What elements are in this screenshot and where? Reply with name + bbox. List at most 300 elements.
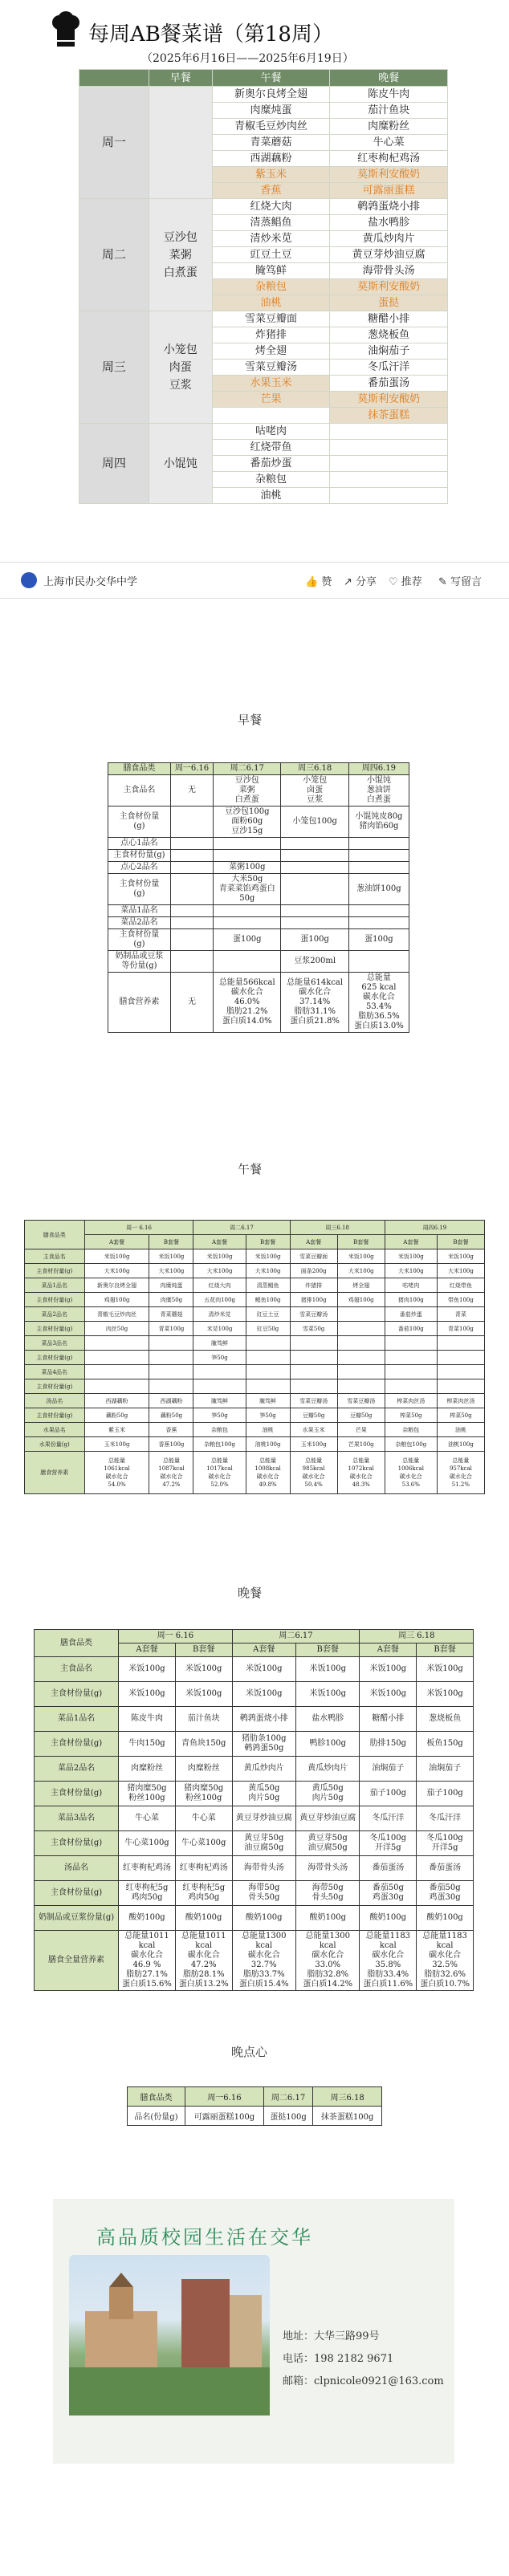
lunch-cell (437, 1379, 484, 1394)
lunch-cell: 紫玉米 (84, 1423, 149, 1437)
breakfast-cell (170, 917, 213, 929)
lunch-cell: 大米100g (437, 1264, 484, 1278)
table-row (108, 874, 409, 905)
breakfast-col-header: 周二6.17 (214, 763, 281, 775)
breakfast-cell (348, 850, 409, 862)
snack-col-header: 周一6.16 (185, 2087, 264, 2107)
breakfast-cell: 小笼包100g (281, 807, 348, 838)
snack-cell: 可露丽蛋糕100g (185, 2107, 264, 2126)
lunch-cell: 米苋100g (193, 1322, 246, 1336)
lunch-cell: 榨菜50g (437, 1408, 484, 1423)
lunch-cell: 总能量 957kcal 碳水化合 51.2% (437, 1452, 484, 1494)
table-row (25, 1264, 485, 1278)
dinner-cell: 总能量1011 kcal 碳水化合 46.9 % 脂肪27.1% 蛋白质15.6% (119, 1931, 176, 1991)
lunch-sub-header: A套餐 (193, 1235, 246, 1249)
lunch-cell: 水果玉米 (290, 1423, 337, 1437)
table-row (35, 1906, 474, 1931)
table-row (35, 1782, 474, 1806)
menu-dinner-item: 抹茶蛋糕 (330, 408, 448, 424)
thumb-up-icon: 👍 (305, 576, 319, 588)
breakfast-cell: 小笼包 卤蛋 豆浆 (281, 775, 348, 807)
breakfast-row-label: 主食材份量(g) (108, 850, 171, 862)
lunch-cell: 豆瓣50g (290, 1408, 337, 1423)
dinner-cell: 陈皮牛肉 (119, 1707, 176, 1732)
dinner-cell: 酸奶100g (417, 1906, 474, 1931)
menu-dinner-item: 鹌鹑蛋烧小排 (330, 199, 448, 215)
dinner-cell: 酸奶100g (232, 1906, 295, 1931)
lunch-cell: 榨菜50g (385, 1408, 437, 1423)
lunch-cell: 笋50g (193, 1408, 246, 1423)
table-row (108, 973, 409, 1033)
menu-header-blank (79, 70, 149, 87)
dinner-cell: 番茄50g 鸡蛋30g (417, 1881, 474, 1906)
dinner-cell: 板鱼150g (417, 1732, 474, 1757)
table-row (25, 1437, 485, 1452)
lunch-cell: 腌笃鲜 (193, 1336, 246, 1351)
lunch-cell: 猪排100g (290, 1293, 337, 1307)
breakfast-cell: 豆浆200ml (281, 951, 348, 973)
lunch-cell: 米饭100g (149, 1249, 193, 1264)
breakfast-row-label: 点心1品名 (108, 838, 171, 850)
page-title: 每周AB餐菜谱（第18周） (88, 22, 333, 47)
breakfast-heading: 早餐 (238, 713, 263, 727)
dinner-cell: 红枣枸杞鸡汤 (119, 1856, 176, 1881)
lunch-cell: 番茄炒蛋 (385, 1307, 437, 1322)
lunch-row-label: 主食材份量(g) (25, 1264, 85, 1278)
dinner-cell: 米饭100g (296, 1657, 360, 1682)
menu-lunch-item: 新奥尔良烤全翅 (212, 87, 330, 103)
breakfast-cell: 蛋100g (348, 929, 409, 951)
menu-row (79, 199, 448, 215)
lunch-cell: 大米100g (385, 1264, 437, 1278)
dinner-cell: 猪肋条100g 鹌鹑蛋50g (232, 1732, 295, 1757)
lunch-cell (84, 1351, 149, 1365)
snack-col-header: 周三6.18 (313, 2087, 382, 2107)
lunch-cell: 雪菜50g (290, 1322, 337, 1336)
lunch-cell: 油桃 (246, 1423, 290, 1437)
dinner-cell: 猪肉糜50g 粉丝100g (175, 1782, 232, 1806)
lunch-cell: 大米100g (84, 1264, 149, 1278)
lunch-sub-header: B套餐 (437, 1235, 484, 1249)
dinner-row-label: 膳食全量营养素 (35, 1931, 119, 1991)
lunch-cell (437, 1365, 484, 1379)
breakfast-row-label: 主食材份量 (g) (108, 929, 171, 951)
breakfast-cell (348, 917, 409, 929)
menu-lunch-item: 咕咾肉 (212, 424, 330, 440)
table-row (108, 807, 409, 838)
lunch-sub-header: B套餐 (149, 1235, 193, 1249)
menu-lunch-item: 红烧大肉 (212, 199, 330, 215)
lunch-cell: 红烧大肉 (193, 1278, 246, 1293)
dinner-sub-header: A套餐 (119, 1644, 176, 1657)
lunch-cell: 玉米100g (84, 1437, 149, 1452)
dinner-cell: 青鱼块150g (175, 1732, 232, 1757)
lunch-day-header: 周一 6.16 (84, 1221, 193, 1235)
lunch-cell: 米饭100g (437, 1249, 484, 1264)
table-row (25, 1423, 485, 1437)
lunch-cell (385, 1351, 437, 1365)
campus-photo (69, 2255, 270, 2416)
lunch-cell: 米饭100g (193, 1249, 246, 1264)
breakfast-cell (170, 951, 213, 973)
breakfast-cell: 蛋100g (214, 929, 281, 951)
table-row (25, 1351, 485, 1365)
lunch-cell: 香蕉100g (149, 1437, 193, 1452)
lunch-row-label: 菜品1品名 (25, 1278, 85, 1293)
comment-icon: ✎ (438, 576, 447, 588)
lunch-cell: 腌笃鲜 (193, 1394, 246, 1408)
dinner-cell: 牛心菜 (175, 1806, 232, 1831)
dinner-cell: 米饭100g (175, 1682, 232, 1707)
lunch-cell (246, 1351, 290, 1365)
menu-lunch-item: 杂粮包 (212, 279, 330, 295)
menu-day-1: 周二 (79, 199, 149, 311)
weekly-menu-section (0, 0, 509, 642)
breakfast-cell (281, 850, 348, 862)
lunch-cell (149, 1351, 193, 1365)
menu-dinner-item (330, 456, 448, 472)
dinner-sub-header: B套餐 (296, 1644, 360, 1657)
breakfast-row-label: 菜品2品名 (108, 917, 171, 929)
lunch-cell: 豇豆土豆 (246, 1307, 290, 1322)
menu-lunch-item: 西湖藕粉 (212, 151, 330, 167)
table-row (35, 1657, 474, 1682)
lunch-cell: 炸猪排 (290, 1278, 337, 1293)
lunch-cell: 油桃100g (246, 1437, 290, 1452)
breakfast-table (108, 762, 409, 1033)
dinner-cell: 葱烧板鱼 (417, 1707, 474, 1732)
lunch-cell (385, 1365, 437, 1379)
share-button[interactable]: ↗ 分享 (344, 576, 377, 588)
lunch-cell: 大米100g (337, 1264, 385, 1278)
lunch-cell: 玉米100g (290, 1437, 337, 1452)
breakfast-cell (348, 862, 409, 874)
lunch-cell: 清炒米苋 (193, 1307, 246, 1322)
table-row (25, 1322, 485, 1336)
table-row (25, 1394, 485, 1408)
dinner-row-label: 汤品名 (35, 1856, 119, 1881)
breakfast-cell (281, 905, 348, 917)
breakfast-cell (170, 862, 213, 874)
account-logo-icon[interactable] (21, 572, 37, 588)
dinner-day-header: 周二6.17 (232, 1630, 360, 1644)
dinner-cell: 酸奶100g (119, 1906, 176, 1931)
lunch-cell: 猪肉100g (385, 1293, 437, 1307)
dinner-sub-header: A套餐 (232, 1644, 295, 1657)
breakfast-cell: 总能量614kcal 碳水化合 37.14% 脂肪31.1% 蛋白质21.8% (281, 973, 348, 1033)
lunch-cell: 杂粮包100g (385, 1437, 437, 1452)
lunch-cell (149, 1365, 193, 1379)
menu-dinner-item (330, 488, 448, 504)
menu-dinner-item: 盐水鸭胗 (330, 215, 448, 231)
recommend-button[interactable]: ♡ 推荐 (389, 576, 422, 588)
lunch-cell: 总能量 1008kcal 碳水化合 49.8% (246, 1452, 290, 1494)
menu-dinner-item: 海带骨头汤 (330, 263, 448, 279)
lunch-row-label: 主食材份量(g) (25, 1408, 85, 1423)
lunch-cell: 笋50g (193, 1351, 246, 1365)
breakfast-cell (214, 850, 281, 862)
dinner-cell: 黄瓜炒肉片 (232, 1757, 295, 1782)
lunch-cell (246, 1365, 290, 1379)
lunch-cell: 红烧带鱼 (437, 1278, 484, 1293)
lunch-cell: 米饭100g (84, 1249, 149, 1264)
table-row (35, 1757, 474, 1782)
dinner-cell: 黄瓜50g 肉片50g (296, 1782, 360, 1806)
dinner-row-label: 主食材份量(g) (35, 1732, 119, 1757)
lunch-cell: 肉糜炖蛋 (149, 1278, 193, 1293)
lunch-sub-header: B套餐 (337, 1235, 385, 1249)
banner-slogan: 高品质校园生活在交华 (96, 2226, 313, 2249)
dinner-cell: 油焖茄子 (360, 1757, 417, 1782)
dinner-row-label: 主食材份量(g) (35, 1881, 119, 1906)
menu-lunch-item: 腌笃鲜 (212, 263, 330, 279)
breakfast-cell (170, 905, 213, 917)
lunch-cell (246, 1379, 290, 1394)
lunch-cell: 油桃100g (437, 1437, 484, 1452)
lunch-cell: 杂粮包 (385, 1423, 437, 1437)
dinner-row-label: 主食材份量(g) (35, 1782, 119, 1806)
dinner-heading: 晚餐 (238, 1586, 263, 1600)
dinner-cell: 海带50g 骨头50g (232, 1881, 295, 1906)
menu-dinner-item: 莫斯利安酸奶 (330, 167, 448, 183)
dinner-cell: 牛心菜100g (119, 1831, 176, 1856)
menu-dinner-item: 黄瓜炒肉片 (330, 231, 448, 247)
breakfast-cell (281, 862, 348, 874)
lunch-cell: 豆瓣50g (337, 1408, 385, 1423)
breakfast-cell (170, 929, 213, 951)
date-range: （2025年6月16日——2025年6月19日） (141, 52, 354, 65)
lunch-cell: 西湖藕粉 (84, 1394, 149, 1408)
snack-col-header: 周二6.17 (263, 2087, 312, 2107)
lunch-sub-header: A套餐 (385, 1235, 437, 1249)
dinner-cell: 米饭100g (296, 1682, 360, 1707)
lunch-cell: 豇豆50g (246, 1322, 290, 1336)
dinner-cell: 肋排150g (360, 1732, 417, 1757)
lunch-cell: 杂粮包100g (193, 1437, 246, 1452)
breakfast-cell (348, 838, 409, 850)
table-row (108, 862, 409, 874)
dinner-cell: 黄豆芽炒油豆腐 (296, 1806, 360, 1831)
dinner-cell: 肉糜粉丝 (119, 1757, 176, 1782)
table-row (108, 951, 409, 973)
lunch-cell: 笋50g (246, 1408, 290, 1423)
lunch-cell (290, 1379, 337, 1394)
lunch-day-header: 周四6.19 (385, 1221, 484, 1235)
dinner-cell: 酸奶100g (360, 1906, 417, 1931)
lunch-cell: 榨菜肉丝汤 (385, 1394, 437, 1408)
table-row (25, 1307, 485, 1322)
table-row (128, 2107, 382, 2126)
weekly-menu-table (79, 69, 448, 504)
banner-email[interactable]: 邮箱：clpnicole0921@163.com (283, 2375, 444, 2387)
lunch-cell: 油桃 (437, 1423, 484, 1437)
lunch-cell: 米饭100g (246, 1249, 290, 1264)
dinner-cell: 米饭100g (119, 1682, 176, 1707)
dinner-cell: 茄子100g (417, 1782, 474, 1806)
lunch-cell: 鲳鱼100g (246, 1293, 290, 1307)
breakfast-cell (214, 917, 281, 929)
share-icon: ↗ (344, 576, 352, 588)
dinner-cell: 总能量1300 kcal 碳水化合 32.7% 脂肪33.7% 蛋白质15.4% (232, 1931, 295, 1991)
dinner-cell: 米饭100g (119, 1657, 176, 1682)
dinner-row-label: 主食材份量(g) (35, 1682, 119, 1707)
table-row (25, 1365, 485, 1379)
breakfast-cell (281, 917, 348, 929)
menu-dinner-item (330, 472, 448, 488)
menu-dinner-item: 可露丽蛋糕 (330, 183, 448, 199)
lunch-row-label: 主食材份量(g) (25, 1351, 85, 1365)
snack-col-header: 膳食品类 (128, 2087, 185, 2107)
lunch-cell (337, 1322, 385, 1336)
dinner-cell: 红枣枸杞5g 鸡肉50g (119, 1881, 176, 1906)
dinner-cell: 牛心菜100g (175, 1831, 232, 1856)
lunch-row-label: 菜品4品名 (25, 1365, 85, 1379)
dinner-row-label: 菜品3品名 (35, 1806, 119, 1831)
comment-button[interactable]: ✎ 写留言 (438, 576, 483, 588)
dinner-cell: 酸奶100g (175, 1906, 232, 1931)
dinner-row-label: 菜品2品名 (35, 1757, 119, 1782)
menu-lunch-item: 雪菜豆瓣面 (212, 311, 330, 327)
dinner-row-label: 奶制品或豆浆份量(g) (35, 1906, 119, 1931)
breakfast-row-label: 点心2品名 (108, 862, 171, 874)
breakfast-col-header: 周四6.19 (348, 763, 409, 775)
dinner-cell: 冬瓜100g 开洋5g (417, 1831, 474, 1856)
dinner-cell: 牛心菜 (119, 1806, 176, 1831)
menu-row (79, 424, 448, 440)
lunch-cell: 青椒毛豆炒肉丝 (84, 1307, 149, 1322)
table-row (35, 1831, 474, 1856)
menu-dinner-item: 蛋挞 (330, 295, 448, 311)
lunch-cell: 榨菜肉丝汤 (437, 1394, 484, 1408)
dinner-cell: 鸭胗100g (296, 1732, 360, 1757)
lunch-row-label: 水果份量(g) (25, 1437, 85, 1452)
table-row (25, 1249, 485, 1264)
lunch-table (24, 1220, 485, 1494)
lunch-cell: 青菜100g (437, 1322, 484, 1336)
menu-day-2: 周三 (79, 311, 149, 424)
lunch-cell: 大米100g (246, 1264, 290, 1278)
menu-row (79, 311, 448, 327)
menu-header-breakfast: 早餐 (149, 70, 212, 87)
like-button[interactable]: 👍 赞 (305, 576, 332, 588)
breakfast-cell: 大米50g 青菜菜馅鸡蛋白 50g (214, 874, 281, 905)
lunch-cell: 总能量 1072kcal 碳水化合 48.3% (337, 1452, 385, 1494)
dinner-cell: 油焖茄子 (417, 1757, 474, 1782)
breakfast-cell: 小馄饨 葱油饼 白煮蛋 (348, 775, 409, 807)
lunch-cell: 五花肉100g (193, 1293, 246, 1307)
lunch-row-label: 菜品2品名 (25, 1307, 85, 1322)
breakfast-row-label: 主食材份量 (g) (108, 874, 171, 905)
menu-lunch-item: 清蒸鲳鱼 (212, 215, 330, 231)
dinner-cell: 米饭100g (360, 1682, 417, 1707)
dinner-cell: 米饭100g (232, 1682, 295, 1707)
lunch-cell (84, 1336, 149, 1351)
breakfast-cell: 总能量566kcal 碳水化合 46.0% 脂肪21.2% 蛋白质14.0% (214, 973, 281, 1033)
dinner-row-label: 主食材份量(g) (35, 1831, 119, 1856)
dinner-cell: 海带骨头汤 (296, 1856, 360, 1881)
dinner-cell: 牛肉150g (119, 1732, 176, 1757)
menu-header-lunch: 午餐 (212, 70, 330, 87)
lunch-cell (337, 1307, 385, 1322)
breakfast-cell: 无 (170, 775, 213, 807)
menu-header-dinner: 晚餐 (330, 70, 448, 87)
dinner-cell: 总能量1300 kcal 碳水化合 33.0% 脂肪32.8% 蛋白质14.2% (296, 1931, 360, 1991)
lunch-cell: 总能量 1061kcal 碳水化合 54.0% (84, 1452, 149, 1494)
table-row (108, 775, 409, 807)
lunch-cell: 青菜100g (149, 1322, 193, 1336)
menu-dinner-item: 冬瓜汗洋 (330, 360, 448, 376)
dinner-cell: 番茄蛋汤 (417, 1856, 474, 1881)
breakfast-cell: 总能量 625 kcal 碳水化合 53.4% 脂肪36.5% 蛋白质13.0% (348, 973, 409, 1033)
table-row (35, 1881, 474, 1906)
menu-lunch-item: 烤全翅 (212, 343, 330, 360)
dinner-sub-header: B套餐 (175, 1644, 232, 1657)
heart-icon: ♡ (389, 576, 398, 588)
account-name[interactable]: 上海市民办交华中学 (43, 576, 138, 588)
breakfast-cell (281, 838, 348, 850)
lunch-cell: 雪菜豆瓣面 (290, 1249, 337, 1264)
lunch-cell: 西湖藕粉 (149, 1394, 193, 1408)
lunch-cell (290, 1365, 337, 1379)
breakfast-row-label: 膳食营养素 (108, 973, 171, 1033)
snack-cell: 蛋挞100g (263, 2107, 312, 2126)
dinner-cell: 冬瓜100g 开洋5g (360, 1831, 417, 1856)
banner-phone: 电话：198 2182 9671 (283, 2353, 394, 2365)
breakfast-cell (170, 807, 213, 838)
table-row (25, 1278, 485, 1293)
lunch-row-label: 菜品3品名 (25, 1336, 85, 1351)
lunch-row-label: 汤品名 (25, 1394, 85, 1408)
breakfast-cell (170, 850, 213, 862)
lunch-day-header: 周二6.17 (193, 1221, 290, 1235)
dinner-cell: 茄汁鱼块 (175, 1707, 232, 1732)
lunch-header-category: 膳食品类 (25, 1221, 85, 1249)
menu-lunch-item: 芒果 (212, 392, 330, 408)
breakfast-cell (170, 838, 213, 850)
breakfast-cell (214, 838, 281, 850)
lunch-cell: 芒果 (337, 1423, 385, 1437)
lunch-cell (385, 1336, 437, 1351)
lunch-day-header: 周三6.18 (290, 1221, 385, 1235)
dinner-sub-header: B套餐 (417, 1644, 474, 1657)
lunch-cell (246, 1336, 290, 1351)
lunch-cell (193, 1379, 246, 1394)
table-row (35, 1707, 474, 1732)
dinner-cell: 冬瓜汗洋 (360, 1806, 417, 1831)
table-row (108, 905, 409, 917)
dinner-cell: 黄豆芽炒油豆腐 (232, 1806, 295, 1831)
share-bar (0, 562, 509, 599)
menu-lunch-item: 紫玉米 (212, 167, 330, 183)
table-row (25, 1408, 485, 1423)
dinner-cell: 总能量1011 kcal 碳水化合 47.2% 脂肪28.1% 蛋白质13.2% (175, 1931, 232, 1991)
banner-address: 地址：大华三路99号 (283, 2330, 380, 2342)
snack-cell: 抹茶蛋糕100g (313, 2107, 382, 2126)
table-row (25, 1293, 485, 1307)
menu-dinner-item: 牛心菜 (330, 135, 448, 151)
menu-dinner-item: 油焖茄子 (330, 343, 448, 360)
table-row (35, 1682, 474, 1707)
dinner-cell: 米饭100g (232, 1657, 295, 1682)
dinner-cell: 冬瓜汗洋 (417, 1806, 474, 1831)
breakfast-row-label: 奶制品或豆浆 等份量(g) (108, 951, 171, 973)
dinner-cell: 茄子100g (360, 1782, 417, 1806)
lunch-cell: 米饭100g (337, 1249, 385, 1264)
breakfast-cell: 葱油饼100g (348, 874, 409, 905)
lunch-row-label: 主食材份量(g) (25, 1293, 85, 1307)
lunch-cell: 大米100g (193, 1264, 246, 1278)
table-row (25, 1336, 485, 1351)
